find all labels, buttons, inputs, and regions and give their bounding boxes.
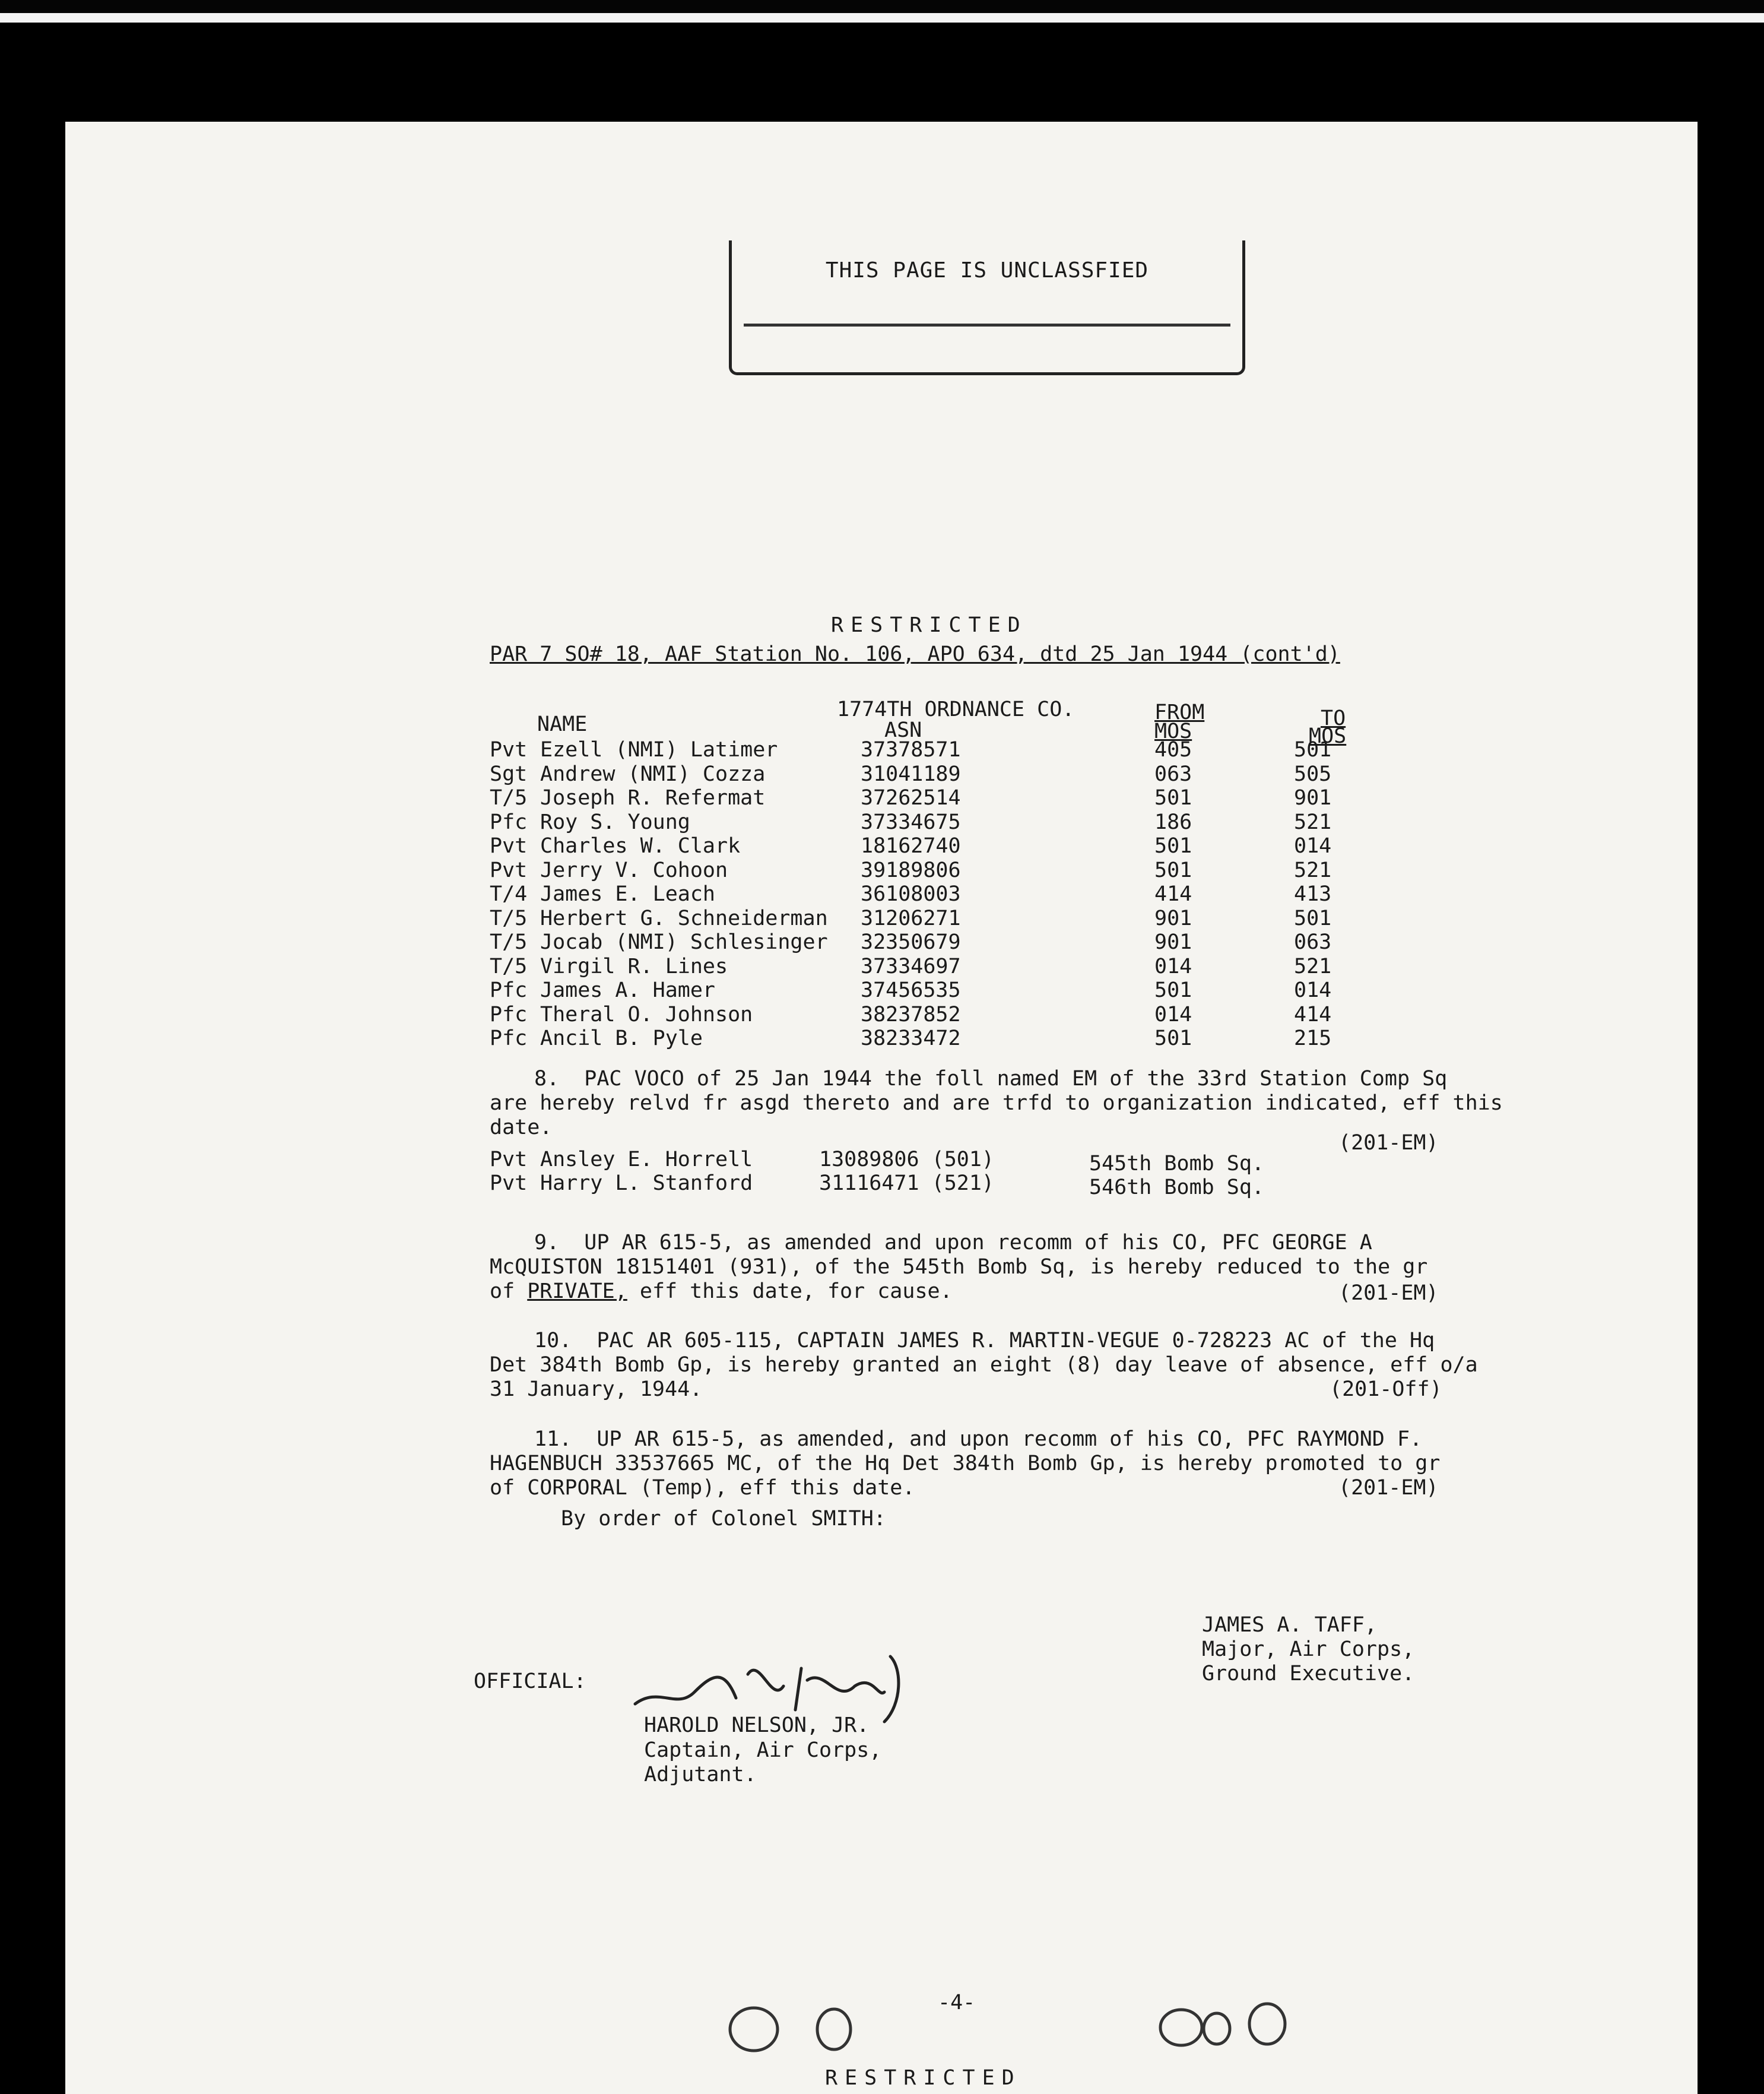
- roster-name: Andrew (NMI) Cozza: [540, 762, 766, 786]
- banner-text: THIS PAGE IS UNCLASSFIED: [825, 258, 1149, 283]
- scan-top-border: [0, 0, 1764, 13]
- roster-from-mos: 063: [1154, 762, 1192, 786]
- roster-name: Charles W. Clark: [540, 834, 741, 858]
- par11-line3: of CORPORAL (Temp), eff this date.: [490, 1476, 915, 1500]
- roster-name: James E. Leach: [540, 882, 716, 906]
- par10-line1: 10. PAC AR 605-115, CAPTAIN JAMES R. MARTIN-VEGUE 0-728223 AC of the Hq: [534, 1329, 1435, 1352]
- roster-from-mos: 014: [1154, 955, 1192, 978]
- roster-name: Roy S. Young: [540, 810, 690, 834]
- roster-rank: Pfc: [490, 810, 528, 834]
- roster-from-mos: 014: [1154, 1003, 1192, 1027]
- classification-banner: [729, 240, 1245, 375]
- col-from: FROM: [1154, 701, 1205, 724]
- par10-line2: Det 384th Bomb Gp, is hereby granted an eight (8) day leave of absence, eff o/a: [490, 1353, 1478, 1377]
- col-to: TO: [1321, 707, 1346, 730]
- roster-to-mos: 521: [1294, 955, 1332, 978]
- par8-line1: 8. PAC VOCO of 25 Jan 1944 the foll named EM of the 33rd Station Comp Sq: [534, 1067, 1448, 1091]
- roster-asn: 18162740: [861, 834, 961, 858]
- roster-from-mos: 186: [1154, 810, 1192, 834]
- col-asn: ASN: [884, 718, 922, 742]
- roster-asn: 38233472: [861, 1027, 961, 1050]
- roster-from-mos: 501: [1154, 978, 1192, 1002]
- unit-heading: 1774TH ORDNANCE CO.: [837, 698, 1075, 721]
- adjutant-name: HAROLD NELSON, JR.: [644, 1713, 870, 1737]
- roster-asn: 38237852: [861, 1003, 961, 1027]
- roster-name: Jocab (NMI) Schlesinger: [540, 930, 828, 954]
- roster-asn: 37334675: [861, 810, 961, 834]
- roster-rank: Pvt: [490, 834, 528, 858]
- roster-name: Ancil B. Pyle: [540, 1027, 703, 1050]
- transfer-asn-1: 13089806 (501): [819, 1148, 995, 1171]
- roster-from-mos: 414: [1154, 882, 1192, 906]
- roster-to-mos: 501: [1294, 738, 1332, 762]
- roster-name: Virgil R. Lines: [540, 955, 728, 978]
- official-label: OFFICIAL:: [474, 1670, 586, 1693]
- classification-bottom: RESTRICTED: [825, 2066, 1021, 2090]
- par9-line1: 9. UP AR 615-5, as amended and upon recomm of his CO, PFC GEORGE A: [534, 1231, 1372, 1255]
- roster-name: James A. Hamer: [540, 978, 716, 1002]
- roster-name: Joseph R. Refermat: [540, 786, 766, 810]
- commander-title: Ground Executive.: [1202, 1662, 1415, 1686]
- roster-rank: Pfc: [490, 1027, 528, 1050]
- roster-rank: T/5: [490, 930, 528, 954]
- roster-rank: Pvt: [490, 858, 528, 882]
- roster-rank: T/5: [490, 907, 528, 930]
- document-page: [65, 122, 1698, 2094]
- roster-asn: 36108003: [861, 882, 961, 906]
- roster-to-mos: 215: [1294, 1027, 1332, 1050]
- par8-line2: are hereby relvd fr asgd thereto and are trfd to organization indicated, eff this: [490, 1091, 1503, 1115]
- roster-rank: Pvt: [490, 738, 528, 762]
- adjutant-rank: Captain, Air Corps,: [644, 1738, 882, 1762]
- scan-top-gap: [0, 13, 1764, 23]
- par11-line1: 11. UP AR 615-5, as amended, and upon recomm of his CO, PFC RAYMOND F.: [534, 1427, 1423, 1451]
- roster-from-mos: 901: [1154, 930, 1192, 954]
- roster-asn: 32350679: [861, 930, 961, 954]
- roster-rank: T/5: [490, 955, 528, 978]
- adjutant-title: Adjutant.: [644, 1763, 757, 1786]
- page-number: -4-: [938, 1991, 976, 2014]
- roster-from-mos: 501: [1154, 1027, 1192, 1050]
- par9-file: (201-EM): [1338, 1281, 1439, 1305]
- classification-top: RESTRICTED: [831, 613, 1027, 637]
- commander-rank: Major, Air Corps,: [1202, 1637, 1415, 1661]
- roster-asn: 31041189: [861, 762, 961, 786]
- roster-to-mos: 014: [1294, 978, 1332, 1002]
- reference-line: PAR 7 SO# 18, AAF Station No. 106, APO 634, dtd 25 Jan 1944 (cont'd): [490, 642, 1340, 666]
- roster-asn: 37378571: [861, 738, 961, 762]
- roster-asn: 39189806: [861, 858, 961, 882]
- roster-name: Ezell (NMI) Latimer: [540, 738, 778, 762]
- roster-from-mos: 501: [1154, 858, 1192, 882]
- roster-to-mos: 414: [1294, 1003, 1332, 1027]
- par11-file: (201-EM): [1338, 1476, 1439, 1500]
- transfer-name-2: Harry L. Stanford: [540, 1171, 753, 1195]
- roster-name: Theral O. Johnson: [540, 1003, 753, 1027]
- roster-asn: 37262514: [861, 786, 961, 810]
- roster-to-mos: 521: [1294, 810, 1332, 834]
- roster-rank: Pfc: [490, 978, 528, 1002]
- stamp-circles-left: [683, 2003, 878, 2058]
- roster-to-mos: 063: [1294, 930, 1332, 954]
- par10-line3: 31 January, 1944.: [490, 1377, 703, 1401]
- transfer-asn-2: 31116471 (521): [819, 1171, 995, 1195]
- par11-line2: HAGENBUCH 33537665 MC, of the Hq Det 384th Bomb Gp, is hereby promoted to gr: [490, 1452, 1441, 1475]
- transfer-unit-2: 546th Bomb Sq.: [1089, 1176, 1265, 1199]
- transfer-unit-1: 545th Bomb Sq.: [1089, 1152, 1265, 1176]
- roster-name: Herbert G. Schneiderman: [540, 907, 828, 930]
- roster-to-mos: 014: [1294, 834, 1332, 858]
- par9-line3: of PRIVATE, eff this date, for cause.: [490, 1279, 953, 1303]
- par9-line2: McQUISTON 18151401 (931), of the 545th Bomb Sq, is hereby reduced to the gr: [490, 1255, 1428, 1279]
- transfer-rank-2: Pvt: [490, 1171, 528, 1195]
- roster-asn: 31206271: [861, 907, 961, 930]
- roster-rank: Sgt: [490, 762, 528, 786]
- roster-to-mos: 521: [1294, 858, 1332, 882]
- roster-from-mos: 405: [1154, 738, 1192, 762]
- roster-to-mos: 413: [1294, 882, 1332, 906]
- transfer-rank-1: Pvt: [490, 1148, 528, 1171]
- par8-file: (201-EM): [1338, 1131, 1439, 1155]
- stamp-circles-right: [1098, 1998, 1300, 2054]
- commander-name: JAMES A. TAFF,: [1202, 1613, 1378, 1637]
- roster-to-mos: 505: [1294, 762, 1332, 786]
- order-line: By order of Colonel SMITH:: [561, 1507, 886, 1531]
- banner-rule: [744, 324, 1230, 327]
- roster-asn: 37456535: [861, 978, 961, 1002]
- col-name: NAME: [537, 712, 588, 736]
- roster-from-mos: 901: [1154, 907, 1192, 930]
- roster-name: Jerry V. Cohoon: [540, 858, 728, 882]
- roster-from-mos: 501: [1154, 786, 1192, 810]
- roster-from-mos: 501: [1154, 834, 1192, 858]
- col-to-mos: MOS: [1309, 724, 1347, 748]
- roster-to-mos: 901: [1294, 786, 1332, 810]
- par8-line3: date.: [490, 1116, 553, 1139]
- roster-asn: 37334697: [861, 955, 961, 978]
- roster-to-mos: 501: [1294, 907, 1332, 930]
- roster-rank: T/4: [490, 882, 528, 906]
- par10-file: (201-Off): [1330, 1377, 1442, 1401]
- roster-rank: T/5: [490, 786, 528, 810]
- transfer-name-1: Ansley E. Horrell: [540, 1148, 753, 1171]
- col-from-mos: MOS: [1154, 720, 1192, 743]
- roster-rank: Pfc: [490, 1003, 528, 1027]
